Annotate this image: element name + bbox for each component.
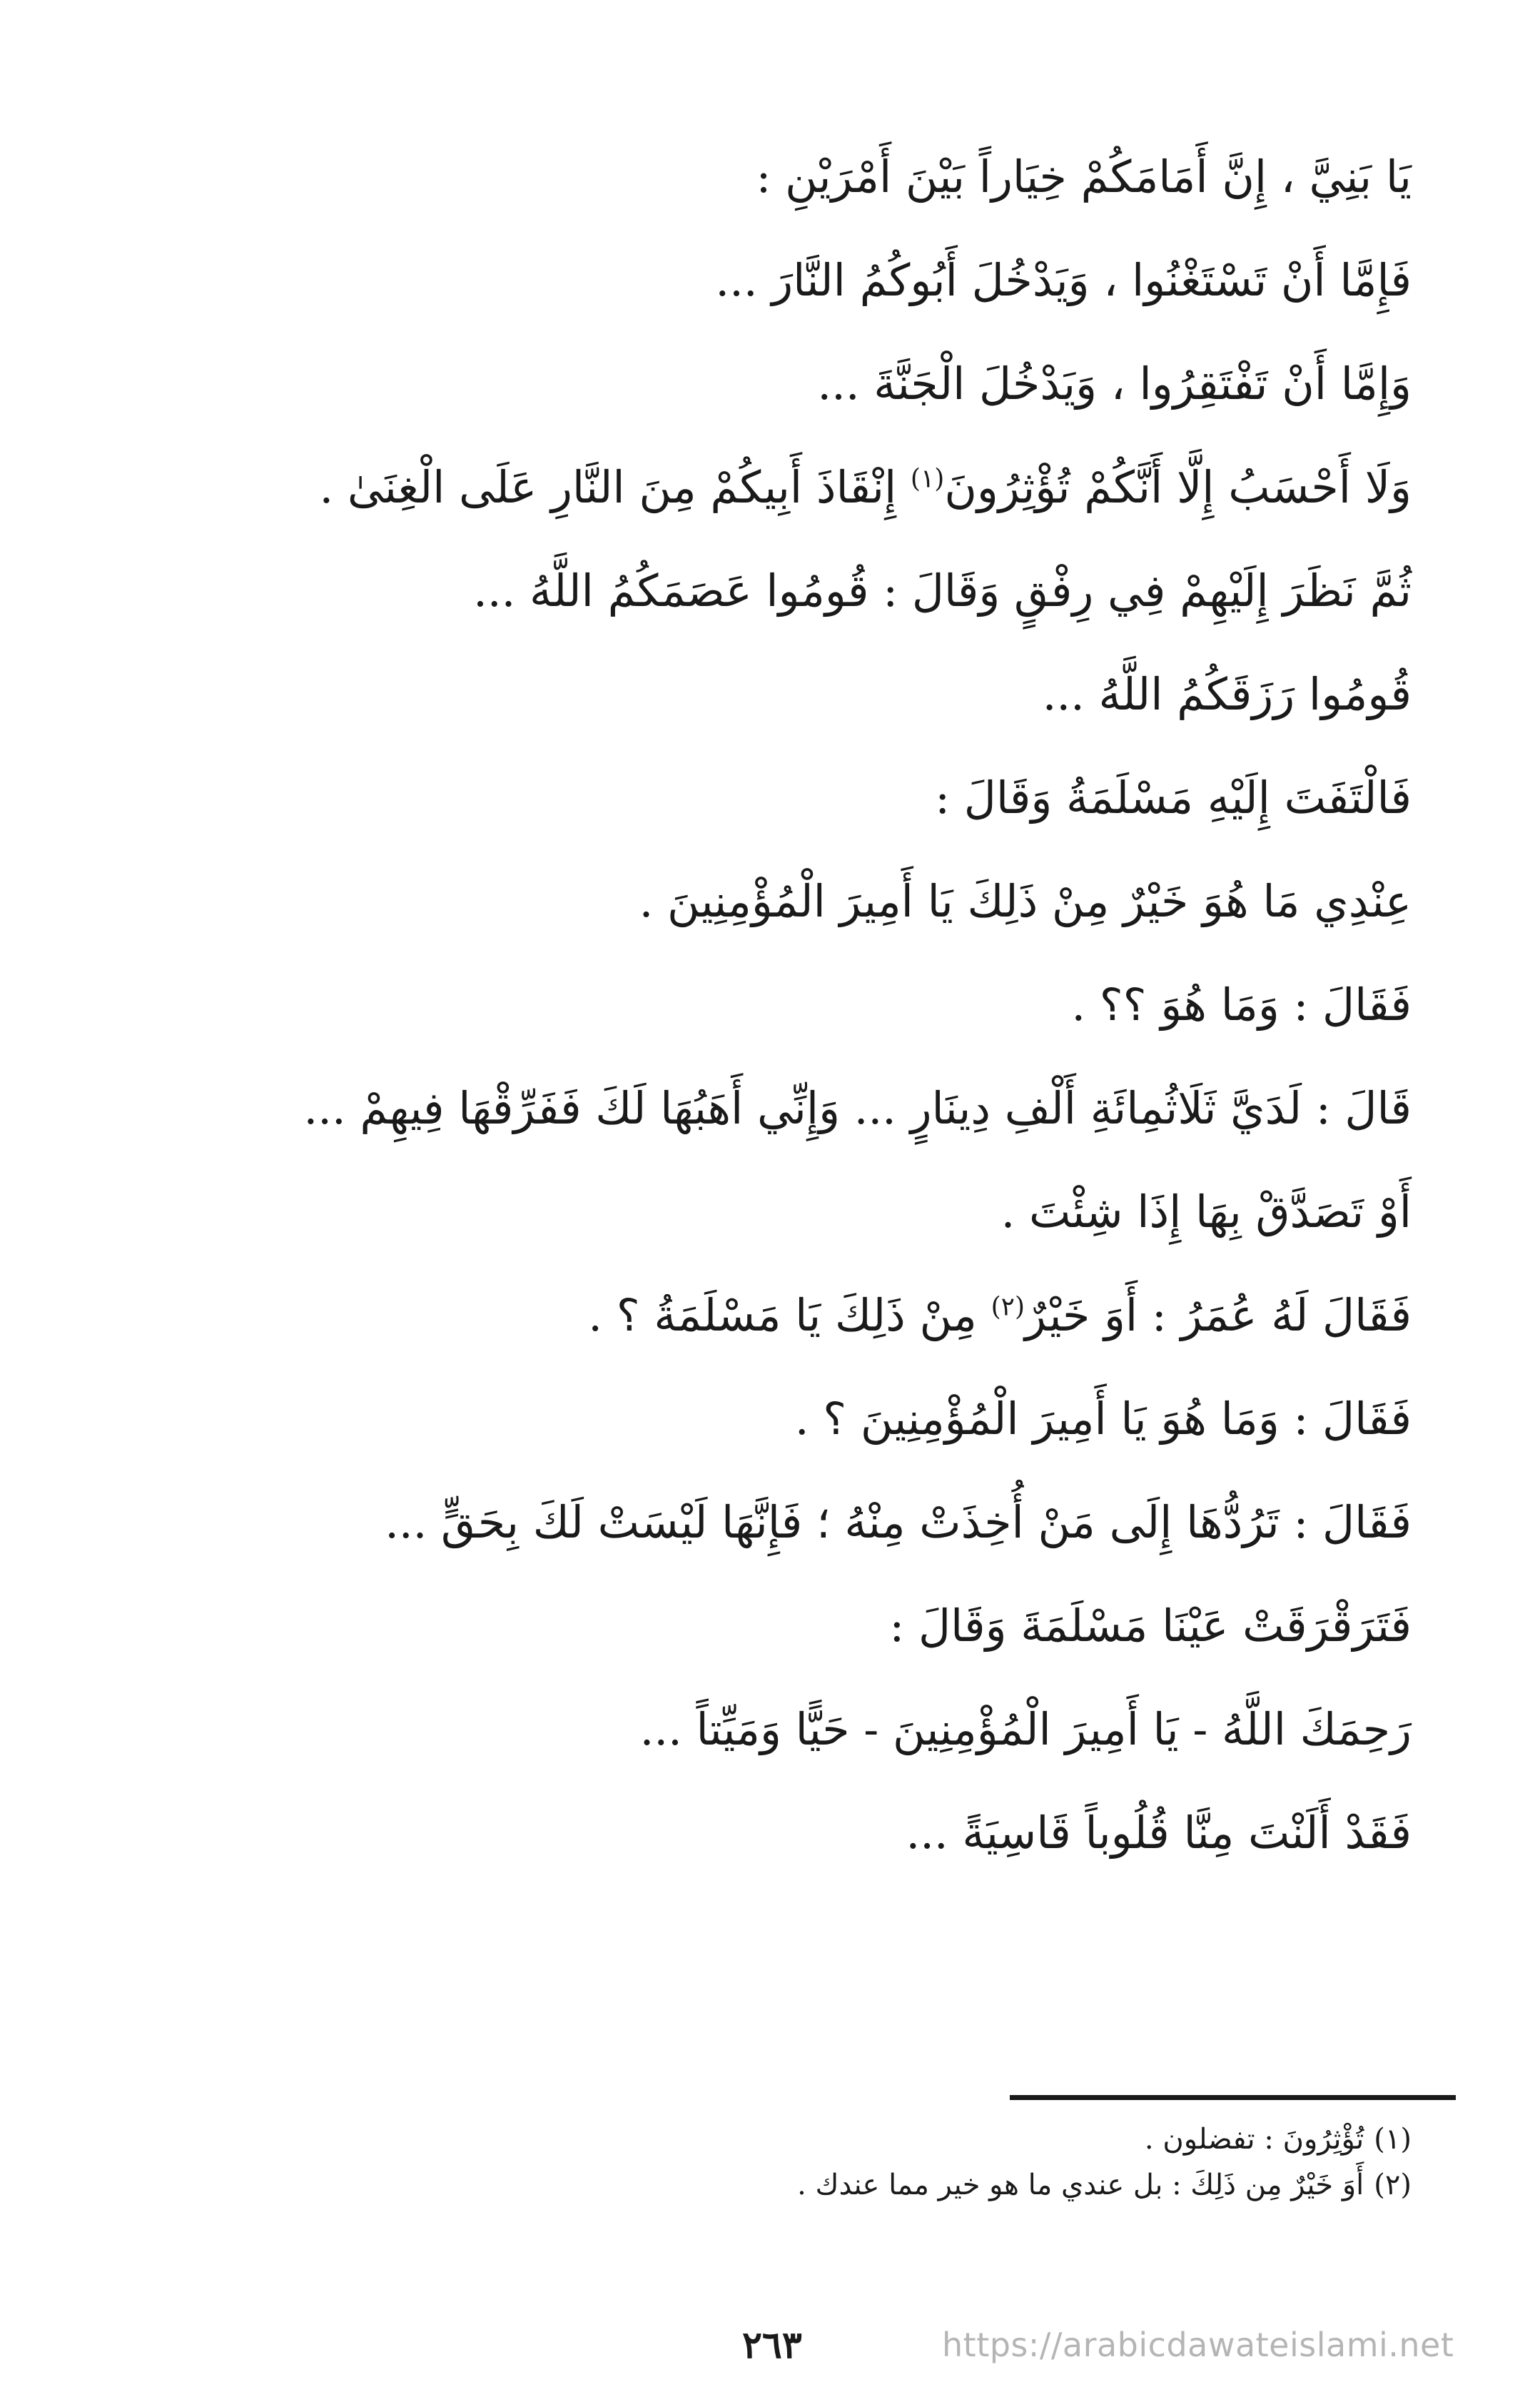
text-line: قُومُوا رَزَقَكُمُ اللَّهُ ... (1042, 668, 1412, 720)
text-line: فَقَالَ : تَرُدُّهَا إِلَى مَنْ أُخِذَتْ مِنْهُ ؛ فَإِنَّهَا لَيْسَتْ لَكَ بِحَقٍّ ... (385, 1496, 1412, 1548)
text-line: فَقَالَ : وَمَا هُوَ ؟؟ . (1071, 979, 1412, 1031)
text-line (198, 435, 1412, 539)
text-line: فَقَدْ أَلَنْتَ مِنَّا قُلُوباً قَاسِيَةً ... (906, 1807, 1412, 1859)
text-line (198, 1263, 1412, 1367)
text-line: عِنْدِي مَا هُوَ خَيْرٌ مِنْ ذَلِكَ يَا أَمِيرَ الْمُؤْمِنِينَ . (639, 875, 1412, 927)
watermark-url: https://arabicdawateislami.net (942, 2326, 1454, 2364)
text-line: رَحِمَكَ اللَّهُ - يَا أَمِيرَ الْمُؤْمِنِينَ - حَيًّا وَمَيِّتاً ... (639, 1703, 1412, 1755)
footnote-text: تُؤْثِرُونَ : تفضلون . (1144, 2123, 1364, 2156)
footnote-ref-1[interactable]: (١) (910, 464, 945, 494)
text-line: قَالَ : لَدَيَّ ثَلَاثُمِائَةِ أَلْفِ دِينَارٍ ... وَإِنِّي أَهَبُهَا لَكَ فَفَرِّقْهَا فِيهِمْ ... (303, 1082, 1412, 1134)
text-line: ثُمَّ نَظَرَ إِلَيْهِمْ فِي رِفْقٍ وَقَالَ : قُومُوا عَصَمَكُمُ اللَّهُ ... (473, 565, 1412, 617)
footnote-number: (٢) (1374, 2169, 1412, 2201)
text-line-end: مِنْ ذَلِكَ يَا مَسْلَمَةُ ؟ . (588, 1289, 991, 1341)
footnote-divider (1010, 2095, 1456, 2100)
footnote-1 (198, 2116, 1412, 2162)
text-line: وَإِمَّا أَنْ تَفْتَقِرُوا ، وَيَدْخُلَ الْجَنَّةَ ... (817, 358, 1412, 410)
footnote-text: أَوَ خَيْرٌ مِن ذَلِكَ : بل عندي ما هو خير مما عندك . (797, 2169, 1364, 2201)
text-line-start: وَلَا أَحْسَبُ إِلَّا أَنَّكُمْ تُؤْثِرُونَ (944, 461, 1412, 513)
text-line: فَالْتَفَتَ إِلَيْهِ مَسْلَمَةُ وَقَالَ : (935, 772, 1412, 824)
text-line: يَا بَنِيَّ ، إِنَّ أَمَامَكُمْ خِيَاراً بَيْنَ أَمْرَيْنِ : (756, 151, 1412, 203)
text-line-end: إِنْقَاذَ أَبِيكُمْ مِنَ النَّارِ عَلَى الْغِنَىٰ . (319, 461, 911, 513)
footnotes (198, 2116, 1412, 2208)
text-line: فَإِمَّا أَنْ تَسْتَغْنُوا ، وَيَدْخُلَ أَبُوكُمُ النَّارَ ... (715, 254, 1412, 306)
text-line-start: فَقَالَ لَهُ عُمَرُ : أَوَ خَيْرٌ (1025, 1289, 1412, 1341)
text-line: فَقَالَ : وَمَا هُوَ يَا أَمِيرَ الْمُؤْمِنِينَ ؟ . (794, 1393, 1412, 1445)
body-text (198, 125, 1412, 1884)
footnote-number: (١) (1374, 2123, 1412, 2156)
footnote-ref-2[interactable]: (٢) (991, 1292, 1025, 1322)
text-line: فَتَرَقْرَقَتْ عَيْنَا مَسْلَمَةَ وَقَالَ : (889, 1600, 1412, 1652)
footnote-2 (198, 2162, 1412, 2208)
page-number: ٢٦٣ (742, 2323, 802, 2367)
text-line: أَوْ تَصَدَّقْ بِهَا إِذَا شِئْتَ . (1001, 1186, 1412, 1238)
